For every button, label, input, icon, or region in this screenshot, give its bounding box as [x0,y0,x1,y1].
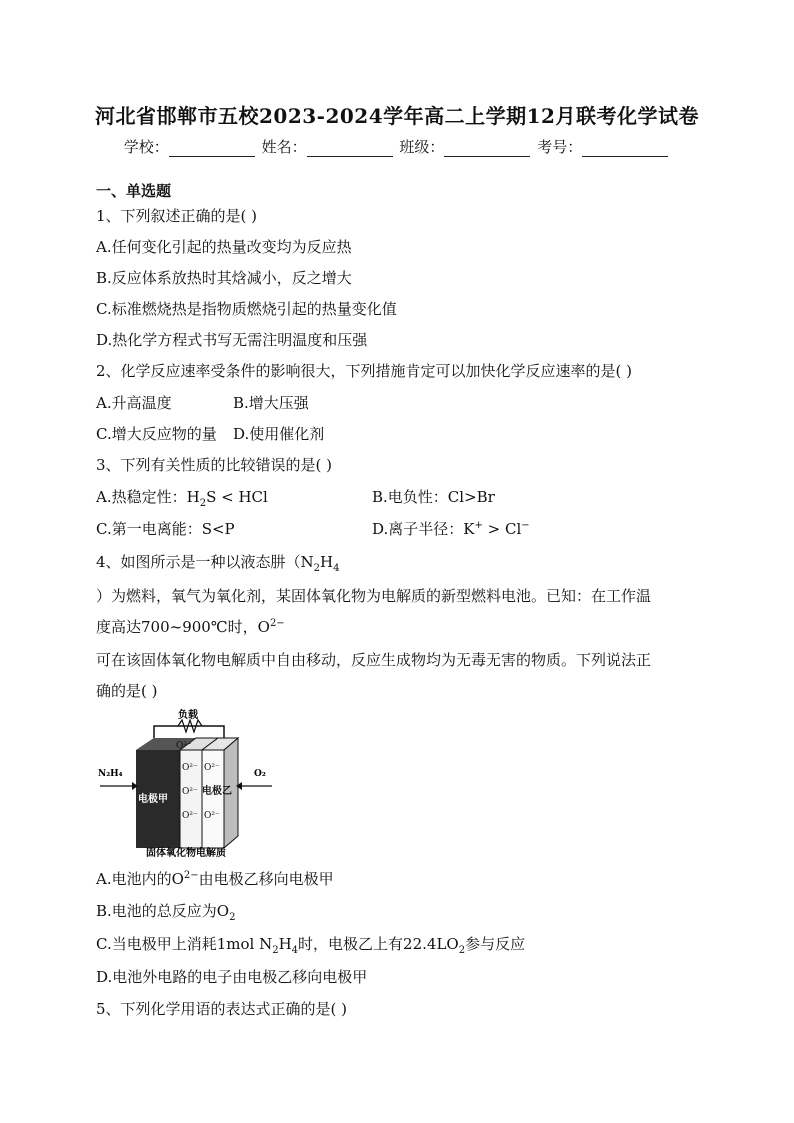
svg-text:O²⁻: O²⁻ [182,787,198,797]
q4-option-a: A.电池内的$O^{2-}$由电极乙移向电极甲 [96,870,334,888]
q4-stem-line1: 4、如图所示是一种以液态肼（$N_2H_4$ [96,553,340,574]
q1-option-a: A.任何变化引起的热量改变均为反应热 [96,238,352,256]
exam-no-blank [582,142,668,157]
svg-text:O²⁻: O²⁻ [182,811,198,821]
q4-option-b: B.电池的总反应为$O_2$ [96,902,236,923]
electrode-b-label: 电极乙 [202,786,232,797]
student-info-line [0,136,794,157]
school-label: 学校： [123,138,169,156]
q1-option-d: D.热化学方程式书写无需注明温度和压强 [96,331,368,349]
class-blank [444,142,530,157]
q4-option-c: C.当电极甲上消耗1mol $N_2H_4$时，电极乙上有$22.4LO_2$参与反应 [96,935,526,956]
q3-option-b: B.电负性：Cl>Br [372,488,495,506]
name-label: 姓名： [261,138,307,156]
electrode-a-label: 电极甲 [138,794,168,805]
svg-text:O²⁻: O²⁻ [176,741,192,751]
q1-stem: 1、下列叙述正确的是( ) [96,207,258,225]
q4-stem-line5: 确的是( ) [96,682,158,700]
name-blank [307,142,393,157]
school-blank [169,142,255,157]
fuel-cell-diagram [96,708,276,858]
q1-option-b: B.反应体系放热时其焓减小，反之增大 [96,269,352,287]
class-label: 班级： [399,138,445,156]
q4-stem-line2: ）为燃料，氧气为氧化剂，某固体氧化物为电解质的新型燃料电池。已知：在工作温 [96,587,652,605]
q3-stem: 3、下列有关性质的比较错误的是( ) [96,456,333,474]
diagram-caption: 固体氧化物电解质 [146,848,226,858]
q1-option-c: C.标准燃烧热是指物质燃烧引起的热量变化值 [96,300,397,318]
svg-text:O²⁻: O²⁻ [182,763,198,773]
page-title: 河北省邯郸市五校2023-2024学年高二上学期12月联考化学试卷 [95,104,699,128]
q2-option-c: C.增大反应物的量 [96,425,217,443]
left-input-label: N₂H₄ [98,769,123,779]
q4-stem-line3: 度高达700~900℃时，$O^{2-}$ [96,618,285,636]
q4-option-d: D.电池外电路的电子由电极乙移向电极甲 [96,968,368,986]
svg-text:O²⁻: O²⁻ [204,811,220,821]
q2-option-a: A.升高温度 [96,394,172,412]
q2-option-d: D.使用催化剂 [233,425,325,443]
q2-option-b: B.增大压强 [233,394,309,412]
q2-stem: 2、化学反应速率受条件的影响很大，下列措施肯定可以加快化学反应速率的是( ) [96,362,633,380]
q5-stem: 5、下列化学用语的表达式正确的是( ) [96,1000,348,1018]
diagram-load-label: 负载 [178,710,198,721]
section-heading: 一、单选题 [96,182,172,200]
q3-option-d: D.离子半径：K+ > Cl− [372,520,530,538]
svg-text:O²⁻: O²⁻ [204,763,220,773]
q3-option-c: C.第一电离能：S<P [96,520,235,538]
right-input-label: O₂ [254,769,266,779]
q4-stem-line4: 可在该固体氧化物电解质中自由移动，反应生成物均为无毒无害的物质。下列说法正 [96,651,652,669]
q3-option-a: A.热稳定性：$H_2S$ < HCl [96,488,268,509]
exam-no-label: 考号： [537,138,583,156]
